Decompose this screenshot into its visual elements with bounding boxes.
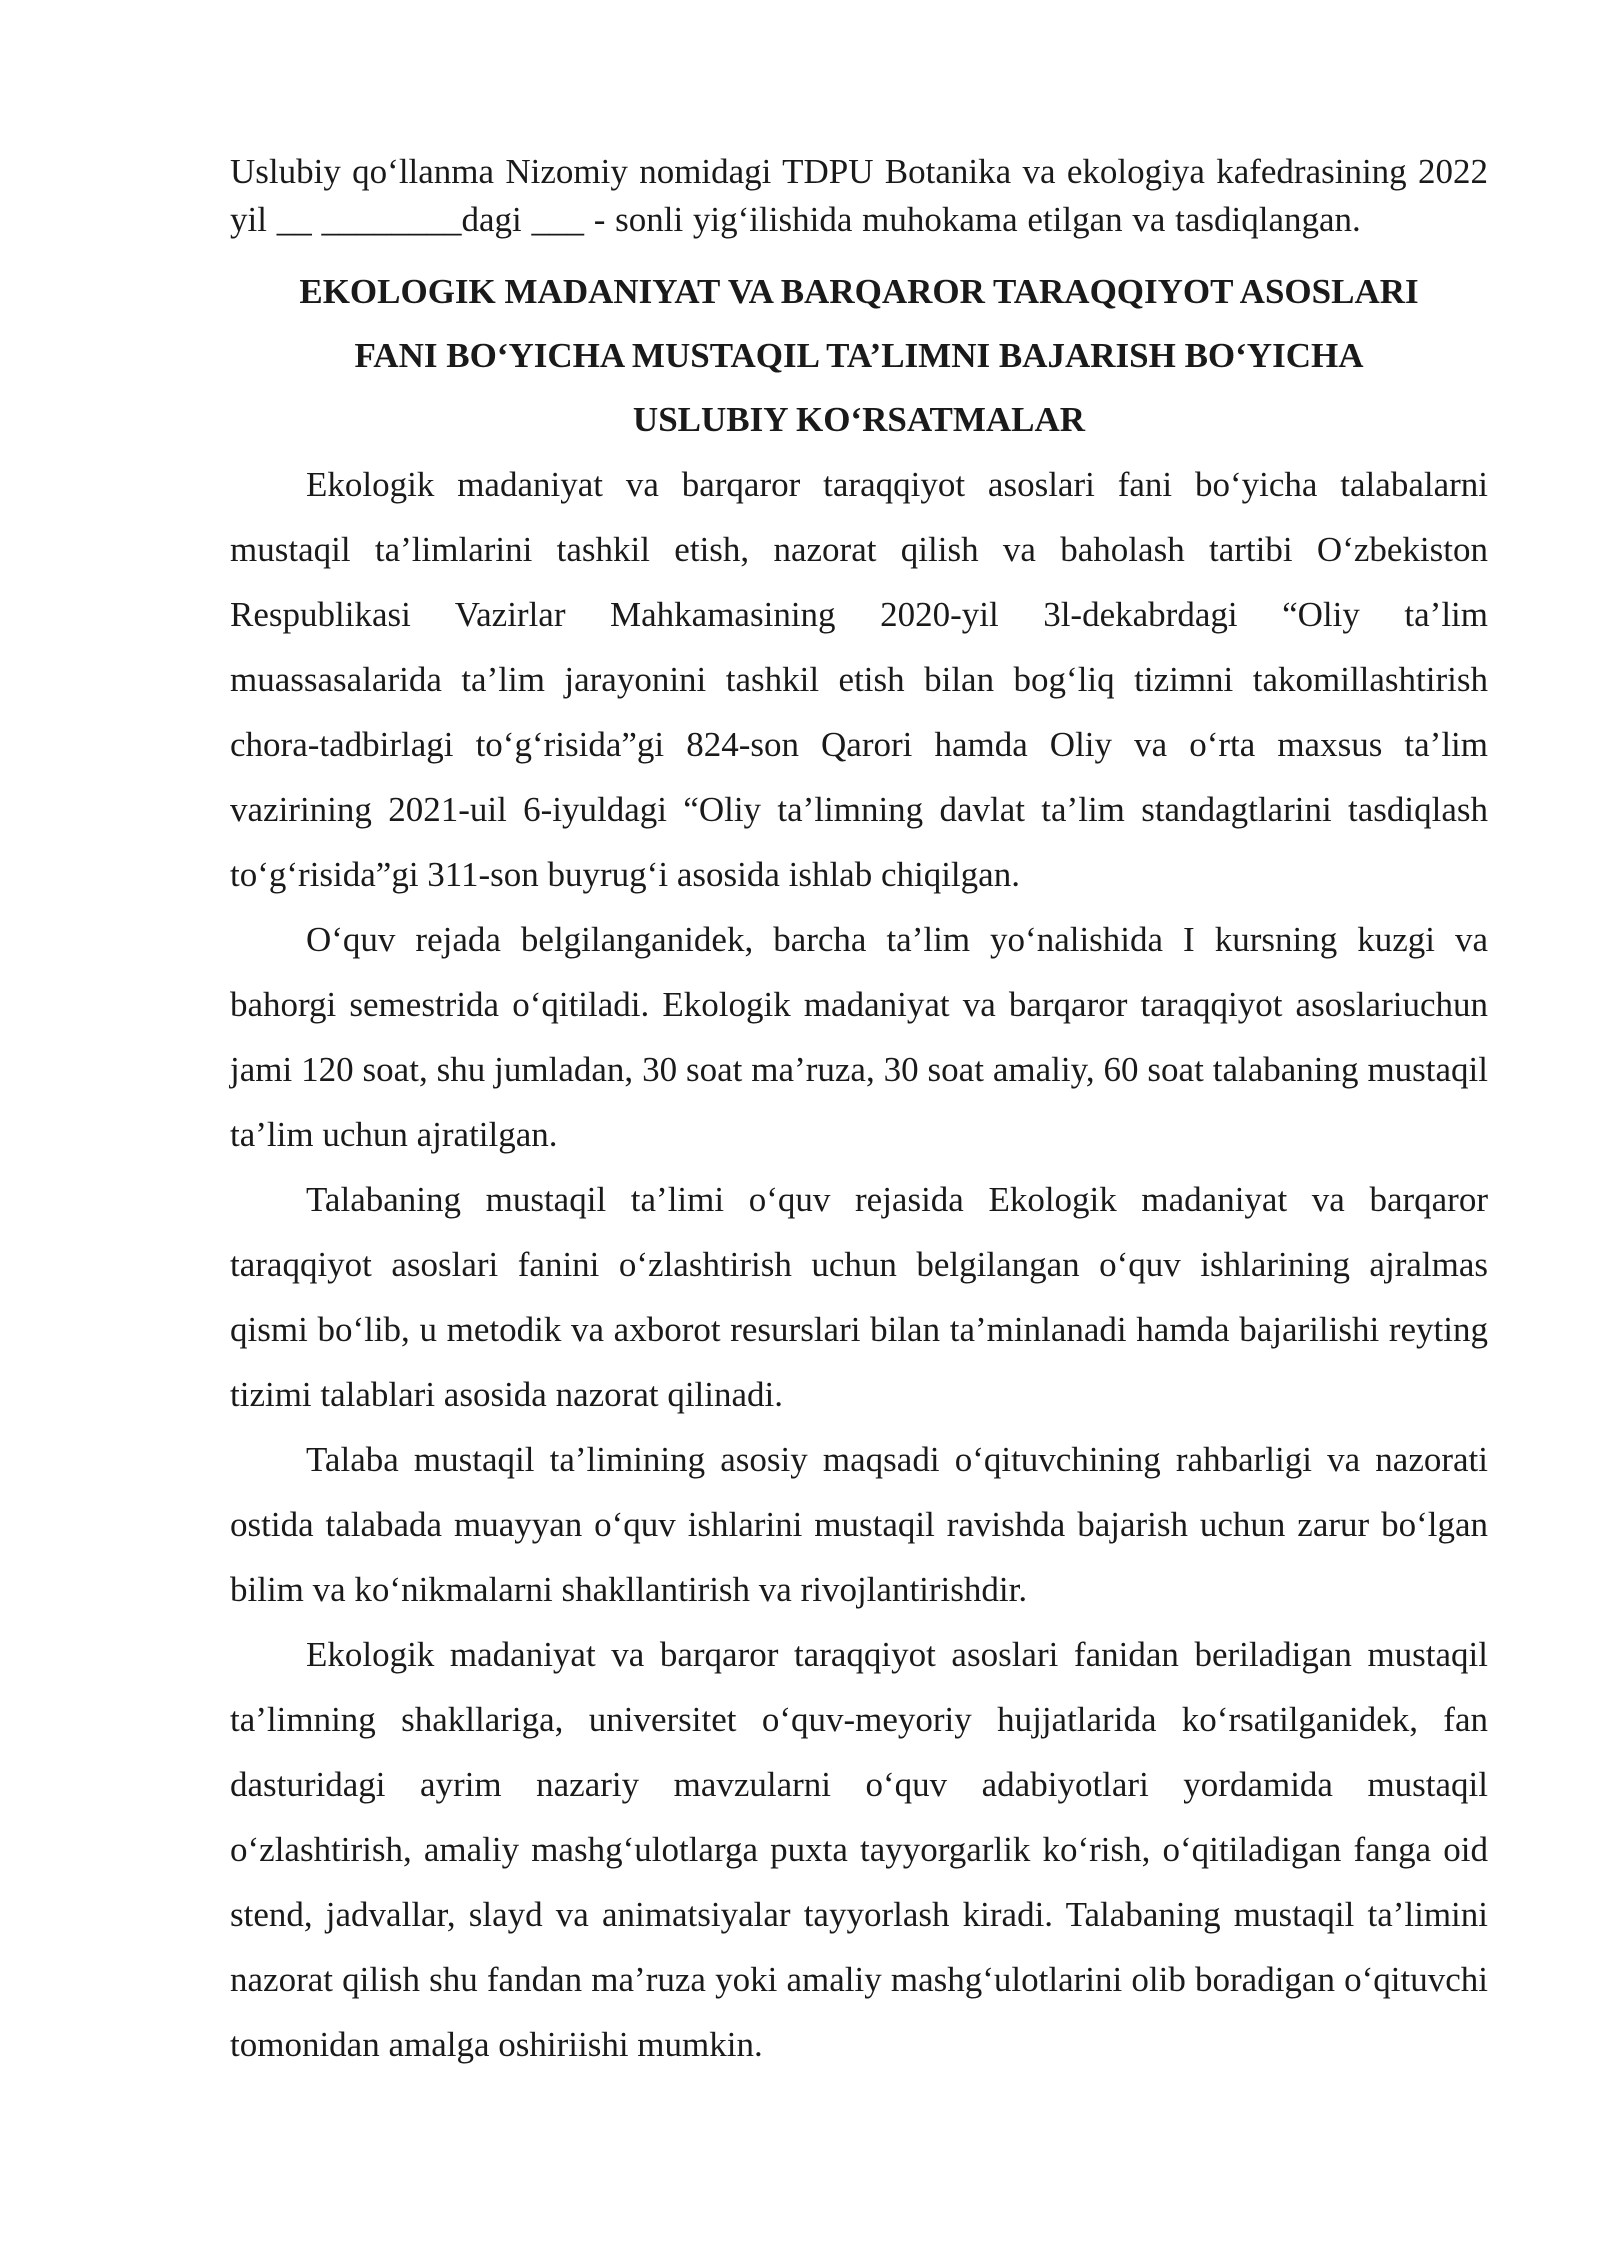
title-line-1: EKOLOGIK MADANIYAT VA BARQAROR TARAQQIYOT ASOSLARI <box>299 272 1419 311</box>
approval-note: Uslubiy qo‘llanma Nizomiy nomidagi TDPU Botanika va ekologiya kafedrasining 2022 yil __ ________dagi ___ - sonli yig‘ilishida muhokama etilgan va tasdiqlangan. <box>230 152 1488 239</box>
paragraph-forms: Ekologik madaniyat va barqaror taraqqiyot asoslari fanidan beriladigan mustaqil ta’limning shakllariga, universitet o‘quv-meyoriy hujjatlarida ko‘rsatilganidek, fan dasturidagi ayrim nazariy mavzularni o‘quv adabiyotlari yordamida mustaqil o‘zlashtirish, amaliy mashg‘ulotlarga puxta tayyorgarlik ko‘rish, o‘qitiladigan fanga oid stend, jadvallar, slayd va animatsiyalar tayyorlash kiradi. Talabaning mustaqil ta’limini nazorat qilish shu fandan ma’ruza yoki amaliy mashg‘ulotlarini olib boradigan o‘qituvchi tomonidan amalga oshiriishi mumkin. <box>230 1635 1488 2064</box>
document-title <box>230 260 1488 452</box>
title-line-2: FANI BO‘YICHA MUSTAQIL TA’LIMNI BAJARISH BO‘YICHA <box>354 336 1364 375</box>
title-line-3: USLUBIY KO‘RSATMALAR <box>632 400 1086 439</box>
paragraph-goal: Talaba mustaqil ta’limining asosiy maqsadi o‘qituvchining rahbarligi va nazorati ostida talabada muayyan o‘quv ishlarini mustaqil ravishda bajarish uchun zarur bo‘lgan bilim va ko‘nikmalarni shakllantirish va rivojlantirishdir. <box>230 1440 1488 1609</box>
paragraph-independent-study: Talabaning mustaqil ta’limi o‘quv rejasida Ekologik madaniyat va barqaror taraqqiyot asoslari fanini o‘zlashtirish uchun belgilangan o‘quv ishlarining ajralmas qismi bo‘lib, u metodik va axborot resurslari bilan ta’minlanadi hamda bajarilishi reyting tizimi talablari asosida nazorat qilinadi. <box>230 1180 1488 1414</box>
document-page <box>230 148 1488 2077</box>
paragraph-legal-basis: Ekologik madaniyat va barqaror taraqqiyot asoslari fani bo‘yicha talabalarni mustaqil ta’limlarini tashkil etish, nazorat qilish va baholash tartibi O‘zbekiston Respublikasi Vazirlar Mahkamasining 2020-yil 3l-dekabrdagi “Oliy ta’lim muassasalarida ta’lim jarayonini tashkil etish bilan bog‘liq tizimni takomillashtirish chora-tadbirlagi to‘g‘risida”gi 824-son Qarori hamda Oliy va o‘rta maxsus ta’lim vazirining 2021-uil 6-iyuldagi “Oliy ta’limning davlat ta’lim standagtlarini tasdiqlash to‘g‘risida”gi 311-son buyrug‘i asosida ishlab chiqilgan. <box>230 465 1488 894</box>
paragraph-hours: O‘quv rejada belgilanganidek, barcha ta’lim yo‘nalishida I kursning kuzgi va bahorgi semestrida o‘qitiladi. Ekologik madaniyat va barqaror taraqqiyot asoslariuchun jami 120 soat, shu jumladan, 30 soat ma’ruza, 30 soat amaliy, 60 soat talabaning mustaqil ta’lim uchun ajratilgan. <box>230 920 1488 1154</box>
